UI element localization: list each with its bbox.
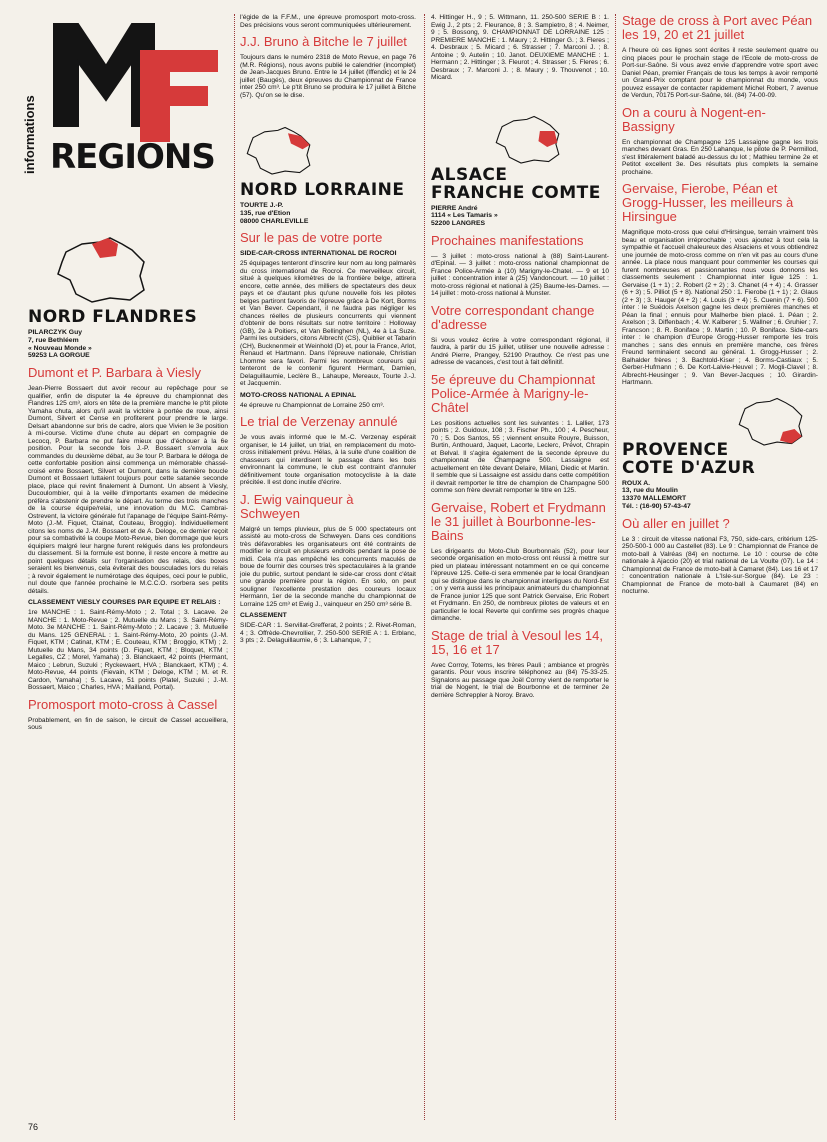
correspondent-address: PILARCZYK Guy 7, rue Bethléem « Nouveau Monde » 59253 LA GORGUE (28, 329, 92, 360)
article-body: Si vous voulez écrire à votre correspondant régional, il faudra, à partir du 15 juillet, utiliser une nouvelle adresse : André Pierre, Prangey, 52190 Prauthoy. Ce n'est pas une adresse de vacances, c'est tout à fait définitif. (431, 336, 609, 367)
article-body: Avec Corroy, Totems, les frères Pauli ; ambiance et progrès garantis. Pour vous inscrire téléphonez au (84) 75-33-25. Signalons au passage que Joël Corroy vient de remporter le trial de Nogent, le trial de Bourbonne et de terminer 2e derrière Schreppler à Noroy. Bravo. (431, 661, 609, 699)
region-name: PROVENCE COTE D'AZUR (622, 439, 756, 478)
region-map-nord-flandres (48, 234, 158, 304)
article-heading: J.J. Bruno à Bitche le 7 juillet (240, 34, 407, 49)
article-body: l'égide de la F.F.M., une épreuve promosport moto-cross. Des précisions vous seront communiquées ultérieurement. (240, 14, 416, 29)
region-name: NORD FLANDRES (28, 307, 198, 327)
article-body: — 3 juillet : moto-cross national à (88) Saint-Laurent-d'Epinal. — 3 juillet : moto-cross national championnat de France Police-Armée à (10) Marigny-le-Chatel. — 9 et 10 juillet : concentration inter à (25) Vandoncourt. — 10 juillet : moto-cross régional et national à (25) Baume-les-Dames. — 14 juillet : moto-cross national à Munster. (431, 252, 609, 298)
article-heading: Le trial de Verzenay annulé (240, 414, 398, 430)
article-body: En championnat de Champagne 125 Lassaigne gagne les trois manches devant Gras. En 250 Lahanque, le pilote de P. Permillod, s'est littéralement baladé au-dessus du lot ; Mathieu termine 2e et Petitot excellent 3e. Des résultats plus complets la semaine prochaine. (622, 138, 818, 176)
region-name: ALSACE FRANCHE COMTE (431, 164, 601, 203)
classement-body: 1re MANCHE : 1. Saint-Rémy-Moto ; 2. Total ; 3. Lacave. 2e MANCHE : 1. Moto-Revue ; 2. Mutuelle du Mans ; 3. Saint-Rémy-Moto. 3e MANCHE : 1. Saint-Rémy-Moto ; 2. Lacave ; 3. Mutuelle du Mans. 125 GENERAL : 1. Saint-Rémy-Moto, 20 points (J.-M. Fiquet, KTM ; Catinat, KTM ; E. Couteau, KTM ; Broggio, KTM) ; 2. Mutuelle du Mans, 34 points (D. Fiquet, KTM ; Bloquet, KTM ; Legalles, CZ ; Morel, Yamaha) ; 3. Blanckaert, 42 points (Hermant, Maico ; Lebrun, Suzuki ; Ryckewaert, HVA ; Blanckaert, KTM) ; 4. Moto-Revue, 44 points (Fievain, KTM ; Deloge, KTM ; M. et R. Cardon, Yamaha) ; 5. Lacave, 51 points (Platel, Suzuki ; J.-M. Bossaert, Maico ; Charles, HVA ; Mailland, Portal). (28, 609, 228, 692)
classement-title: CLASSEMENT VIESLY COURSES PAR EQUIPE ET RELAIS : (28, 599, 221, 607)
article-body: Les positions actuelles sont les suivantes : 1. Lallier, 173 points ; 2. Guidoux, 108 ; 3. Fischer Ph., 100 ; 4. Pescheur, 70 ; 5. Dos Santos, 55 ; viennent ensuite Rouyre, Buisson, Burtin, Anthouard, Jaquet, Lacorte, Leclerc, Prévot, Chrapin et Belval. Il s'agira également de la seconde épreuve du championnat de Champagne 500. Lassaigne est actuellement en tête devant Delaire, Milani, Diedic et Martin. Il semble que si Lassaigne est assidu dans cette compétition il devrait remporter le titre de champion de Champagne 500 comme son frère devrait remporter le titre en 125. (431, 419, 609, 495)
region-map-nord-lorraine (240, 121, 320, 179)
article-heading: 5e épreuve du Championnat Police-Armée à Marigny-le-Châtel (431, 371, 596, 415)
event-title: SIDE-CAR-CROSS INTERNATIONAL DE ROCROI (240, 250, 397, 258)
regions-title: REGIONS (50, 137, 215, 177)
results-body: 4. Hittinger H., 9 ; 5. Wittmann, 11. 250-500 SERIE B : 1. Ewig J., 2 pts ; 2. Fleurance, 8 ; 3. Sampietro, 8 ; 4. Neimer, 9 ; 5. Bossong, 9. CHAMPIONNAT DE LORRAINE 125 : PREMIERE MANCHE : 1. Maury ; 2. Hittinger G. ; 3. Fleres ; 4. Desbraux ; 5. Micard ; 6. Strasser ; 7. Marconi J. ; 8. Antoine ; 9. Autelin ; 10. Janot. DEUXIEME MANCHE : 1. Hermann ; 2. Hittinger ; 3. Fleurot ; 4. Strasser ; 5. Fleres ; 6. Desbraux ; 7. Marconi J. ; 8. Maury ; 9. Thouvenot ; 10. Micard. (431, 14, 609, 81)
article-heading: Promosport moto-cross à Cassel (28, 696, 218, 712)
article-body: Les dirigeants du Moto-Club Bourbonnais (52), pour leur seconde organisation en moto-cross ont réussi à mettre sur pied un plateau intéressant notamment en ce qui concerne l'épreuve 125. Celle-ci sera emmenée par le local Grandjean qui se distingue dans le championnat interligues du Nord-Est ; on y verra aussi les principaux animateurs du championnat de France junior 125 que sont Patrick Gervaise, Eric Robert et Frydmann. En 250, de nombreux pilotes de valeurs et en particulier le local Reverte qui confirme ses progrès chaque dimanche. (431, 547, 609, 623)
article-body: Le 3 : circuit de vitesse national F3, 750, side-cars, critérium 125-250-500-1 000 au Castellet (83). Le 9 : Championnat de France de moto-ball à Valréas (84) en nocturne. Le 10 : course de côte nationale à Ajaccio (20) et trial national de La Voulte (07). Le 14 : Championnat de France de moto-ball à Camaret (84). Les 16 et 17 : concentration nationale à L'Isle-sur-Sorgue (84). Le 23 : Championnat de France de moto-ball à Caumaret (84) en nocturne. (622, 535, 818, 596)
column-4 (622, 14, 818, 599)
page-number: 76 (28, 1122, 39, 1132)
article-heading: Dumont et P. Barbara à Viesly (28, 365, 201, 381)
column-1 (22, 14, 228, 735)
event-title: MOTO-CROSS NATIONAL A EPINAL (240, 391, 357, 399)
column-2 (240, 14, 416, 648)
article-heading: Gervaise, Robert et Frydmann le 31 juillet à Bourbonne-les-Bains (431, 499, 606, 543)
vertical-label: informations (22, 95, 37, 174)
correspondent-address: ROUX A. 13, rue du Moulin 13370 MALLEMORT Tél. : (16-90) 57-43-47 (622, 479, 691, 510)
article-heading: Prochaines manifestations (431, 232, 584, 248)
article-heading: Stage de trial à Vesoul les 14, 15, 16 et 17 (431, 627, 604, 657)
correspondent-address: PIERRE André 1114 « Les Tamaris » 52200 LANGRES (431, 204, 498, 228)
mf-logo (48, 14, 223, 144)
column-rule (234, 14, 235, 1120)
article-body: Jean-Pierre Bossaert dut avoir recour au repêchage pour se qualifier, enfin de disputer la 4e épreuve du championnat des Flandres 125 cm³, alors en tête de la première manche le p'tit pilote Yamaha chuta, alors qu'il avait la victoire à portée de roue, ainsi Dumont, Silvert et Cense en profiterent pour prendre le large. Delsart abandonne sur bris de cadre, alors que Vivien le 3e position à mi-course. Victime d'une chute au départ en compagnie de Lecocq, P. Barbara ne put faire mieux que d'échouer à la 6e position. Pour la seconde fois J.-P. Bossaert s'envola aux commandes du deuxième débat, au 3e tour P. Barbara le déloga de cette confortable position ainsi commença un mémorable chassé-croisé entre Bossaert, Silvert et Dumont, dans la dernière boucle Dumont et Bossaert luttaient toujours pour cette satanée seconde place, place qui revint finalement à Dumont. Un absent à Viesly, Ducoulombier, qui à la veille d'importants examen de médecine préfèra s'abstenir de prendre le départ. Au terme des trois manches de la course équipe/relai, une innovation du M.C. Cambrai-Ostrevent, la victoire générale fut l'apanage de l'équipe Saint-Rémy-Moto (J.-M. Fiquet, Ctainat, Couteau, Broggio). Individuellement citons les noms de J.-M. Bossaert et de A. Deloge, ce dernier reçoit pour sa combativité la coupe Moto-Revue, bien dommage que leurs équipiers malgré leur hargne furent relégués dans les profondeurs du classement. Si la formule est bonne, il reste encore à mettre au point quelques détails sur l'organisation des relais, des boxes seraient les bienvenus, cela éviterait des bousculades lors du relais ; à revoir également le numérotage des équipes, ceci pour le public, nul doute que l'année prochaine le M.C.C.O. rsorbera ses petits détails. (28, 385, 228, 595)
article-heading: Stage de cross à Port avec Péan les 19, 20 et 21 juillet (622, 13, 813, 42)
article-body: 4e épreuve ru Championnat de Lorraine 250 cm³. (240, 401, 385, 409)
column-3 (431, 14, 609, 702)
classement-body: SIDE-CAR : 1. Servillat-Grefferat, 2 points ; 2. Rivet-Roman, 4 ; 3. Offrède-Chevrollier, 7. 250-500 SERIE A : 1. Erblanc, 3 pts ; 2. Delaguillaumie, 6 ; 3. Lahanque, 7 ; (240, 622, 416, 645)
article-body: Toujours dans le numéro 2318 de Moto Revue, en page 76 (M.R. Régions), nous avons publié le calendrier (incomplet) de Jean-Jacques Bruno. Entre le 14 juillet (Iffendic) et le 24 juillet (Baugés), deux épreuves du Championnat de France inter 250 cm³. Le p'tit Bruno se produira le 17 juillet à Bitche (57). Qu'on se le dise. (240, 54, 416, 99)
article-body: 25 équipages tenteront d'inscrire leur nom au long palmarès du cross international de Rocroi. Ce merveilleux circuit, situé à quelques kilomètres de la frontière belge, attirera encore, cette année, des milliers de spectateurs des deux pays et ce d'autant plus qu'une nouvelle fois les pilotes belges partiront favoris de l'épreuve grâce à De Kort, Borms et Van Bever. Cependant, il ne faudra pas négliger les chances réelles de plusieurs concurrents qui viennent d'obtenir de bons résultats sur notre territoire : Holloway (GB), 2e à Poitiers, et Van Bellinghen (NL), 4e à La Suze. Parmi les outsiders, citons Albrecht (CS), Quiblier et Tabarin (CH), Bucknenmeir et Weinhold (D) et, pour la France, Arlot, Renaud et Hartmann. Dans l'épreuve nationale, Christian Lhomme sera favori. Parmi les nombreux coureurs qui tenteront de le contenir figurent Hermant, Damien, Delaguillaumie, Leclère B., Lahaupe, Mereaux, Tourte J.-J. et Jacquemin. (240, 260, 416, 388)
column-rule (424, 14, 425, 1120)
article-heading: Votre correspondant change d'adresse (431, 302, 595, 332)
article-heading: Sur le pas de votre porte (240, 230, 383, 246)
article-body: Magnifique moto-cross que celui d'Hirsingue, terrain vraiment très beau et organisation irréprochable ; vous ajoutez à tout cela la sympathie et l'accueil chaleureux des Alsaciens et vous obtiendrez une journée de moto-cross comme on n'en vit pas au cours d'une année. La place nous manquant pour commenter les courses qui furent nombreuses et passionnantes nous vous donnons les classements seulement : Championnat inter ligue 125 : 1. Gervaise (1 + 1) ; 2. Robert (2 + 2) ; 3. Chanet (4 + 4) ; 4. Grasser (6 + 3) ; 5. Pilliot (5 + 8). National 250 : 1. Fierobe (1 + 1) ; 2. Glaus (2 + 3) ; 3. Hauger (4 + 2) ; 4. Louis (3 + 4) ; 5. Cuenin (7 + 6). 500 inter : le Suédois Axelson gagne les deux premières manches et Péan la final ; ennuis pour Malherbe bien placé. 1. Péan ; 2. Axelson ; 3. Diffenbach ; 4. W. Kalberer ; 5. Wallner ; 6. Gruhier ; 7. Francson ; 8. R. Boniface ; 9. Martin ; 10. P. Boniface. Side-cars inter : le champion d'Europe Grogg-Husser remporte les trois manches ; sans des ennuis en première manche, ces frères Freund terminaient second au général. 1. Grogg-Husser ; 2. Balhalder frères ; 3. Bachtold-Kiser ; 4. Borms-Castiaux ; 5. Gerber-Hufmann ; 6. De Kort-Lalvie-Heuvel ; 7. Mogli-Clavel ; 8. Albrecht-Heusinger ; 9. Van Bever-Jacques ; 10. Girardin-Hartmann. (622, 229, 818, 386)
article-heading: On a couru à Nogent-en-Bassigny (622, 104, 766, 134)
masthead (22, 14, 228, 177)
article-heading: Gervaise, Fierobe, Péan et Grogg-Husser, les meilleurs à Hirsingue (622, 181, 794, 224)
article-body: Malgré un temps pluvieux, plus de 5 000 spectateurs ont assisté au moto-cross de Schweyen. Dans ces conditions très défavorables les organisateurs ont été contraints de modifier le circuit en plusieurs endroits pendant la pose de midi. Cela n'a pas empêché les concurrents maculés de boue de fournir des courses très spectaculaires à la grande joie du public, surtout pendant le side-car cross dont c'était une grande première pour la région. En solo, on peut souligner l'excellente prestation des coureurs locaux Hermann, 1er de la seconde manche du championnat de Lorraine 125 cm³ et Ewig J., vainqueur en 250 cm³ série B. (240, 525, 416, 608)
article-heading: Où aller en juillet ? (622, 515, 730, 531)
article-body: Je vous avais informé que le M.-C. Verzenay espérait organiser, le 14 juillet, un trial, en remplacement du moto-cross initialement prévu. Hélas, à la suite d'une coalition de chasseurs qui interdisent le passage dans les bois environnant la commune, le club est contraint d'annuler définitivement toute organisation motocycliste à la date précitée. Il est donc inutile d'écrire. (240, 434, 416, 487)
article-heading: J. Ewig vainqueur à Schweyen (240, 491, 354, 521)
region-map-alsace (489, 110, 569, 168)
article-body: Probablement, en fin de saison, le circuit de Cassel accueillera, sous (28, 716, 228, 732)
column-rule (615, 14, 616, 1120)
classement-title: CLASSEMENT (240, 612, 287, 620)
article-body: A l'heure où ces lignes sont écrites il reste seulement quatre ou cinq places pour le prochain stage de l'Ecole de moto-cross de Port-sur-Saône. Si vous avez envie d'apprendre votre sport avec Daniel Péan, premier Français de tous les temps à avoir remporté un Grand-Prix comptant pour le championnat du monde, vous pouvez essayer de contacter rapidement Michel Robert, 7 avenue de Verdun, 70175 Port-sur-Saône, tél. (84) 74-00-09. (622, 47, 818, 99)
correspondent-address: TOURTE J.-P. 135, rue d'Etion 08000 CHARLEVILLE (240, 202, 309, 225)
region-name: NORD LORRAINE (240, 180, 405, 200)
